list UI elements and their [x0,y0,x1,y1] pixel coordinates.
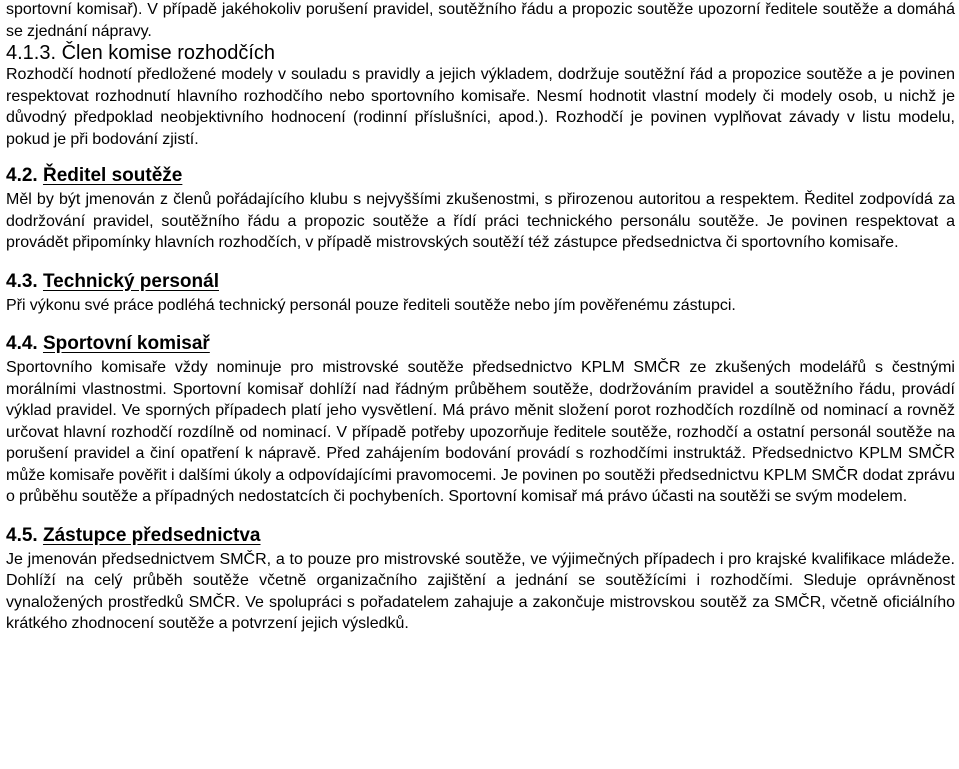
section-4-5-heading [6,524,955,548]
section-4-1-3-paragraph: Rozhodčí hodnotí předložené modely v souladu s pravidly a jejich výkladem, dodržuje soutěžní řád a propozice soutěže a je povinen respektovat rozhodnutí hlavního rozhodčího nebo sportovního komisaře. Nesmí hodnotit vlastní modely či modely osob, u nichž je důvodný předpoklad neobjektivního hodnocení (rodinní příslušníci, apod.). Rozhodčí je povinen vyplňovat závady v listu modelu, pokud je při bodování zjistí. [6,66,955,148]
section-4-2-number: 4.2. [6,165,38,186]
section-4-3-paragraph: Při výkonu své práce podléhá technický personál pouze řediteli soutěže nebo jím pověřenému zástupci. [6,296,736,314]
section-4-4-number: 4.4. [6,333,38,354]
section-4-3-title: Technický personál [42,270,219,292]
section-4-5-number: 4.5. [6,524,38,546]
section-4-3-heading [6,270,955,294]
section-4-1-3-number: 4.1.3. [6,42,57,64]
section-4-4-title: Sportovní komisař [42,333,210,354]
section-4-5-paragraph: Je jmenován předsednictvem SMČR, a to pouze pro mistrovské soutěže, ve výjimečných případech i pro krajské kvalifikace mládeže. Dohlíží na celý průběh soutěže včetně organizačního zajištění a jednání se soutěžícími i rozhodčími. Sleduje oprávněnost vynaložených prostředků SMČR. Ve spolupráci s pořadatelem zahajuje a zakončuje mistrovskou soutěž za SMČR, včetně oficiálního krátkého zhodnocení soutěže a potvrzení jejich výsledků. [6,550,955,632]
section-4-5-title: Zástupce předsednictva [42,524,261,546]
section-4-2-heading [6,164,955,188]
section-4-3-number: 4.3. [6,270,38,292]
section-4-1-3-title: Člen komise rozhodčích [61,42,276,64]
section-4-2-paragraph: Měl by být jmenován z členů pořádajícího klubu s nejvyššími zkušenostmi, s přirozenou autoritou a respektem. Ředitel zodpovídá za dodržování pravidel, soutěžního řádu a propozic soutěže a řídí práci technického personálu soutěže. Je povinen respektovat a provádět připomínky hlavních rozhodčích, v případě mistrovských soutěží též zástupce předsednictva či sportovního komisaře. [6,191,955,251]
section-4-1-3-heading [6,42,955,64]
section-4-2-title: Ředitel soutěže [42,165,183,186]
section-4-4-paragraph: Sportovního komisaře vždy nominuje pro mistrovské soutěže předsednictvo KPLM SMČR ze zkušených modelářů s čestnými morálními vlastnostmi. Sportovní komisař dohlíží nad řádným průběhem soutěže, dodržováním pravidel a soutěžního řádu, provádí výklad pravidel. Ve sporných případech platí jeho vysvětlení. Má právo měnit složení porot rozhodčích rozdílně od nominací a rovněž určovat hlavní rozhodčí rozdílně od nominací. V případě potřeby upozorňuje ředitele soutěže, rozhodčí a ostatní personál soutěže na porušení pravidel a činí opatření k nápravě. Před zahájením bodování provádí s rozhodčími instruktáž. Předsednictvo KPLM SMČR může komisaře pověřit i dalšími úkoly a odpovídajícími pravomocemi. Je povinen po soutěži předsednictvu KPLM SMČR dodat zprávu o průběhu soutěže a případných nedostatcích či pochybeních. Sportovní komisař má právo účasti na soutěži se svým modelem. [6,359,955,505]
intro-paragraph: sportovní komisař). V případě jakéhokoliv porušení pravidel, soutěžního řádu a propozic soutěže upozorní ředitele soutěže a domáhá se zjednání nápravy. [6,1,955,40]
section-4-4-heading [6,332,955,356]
